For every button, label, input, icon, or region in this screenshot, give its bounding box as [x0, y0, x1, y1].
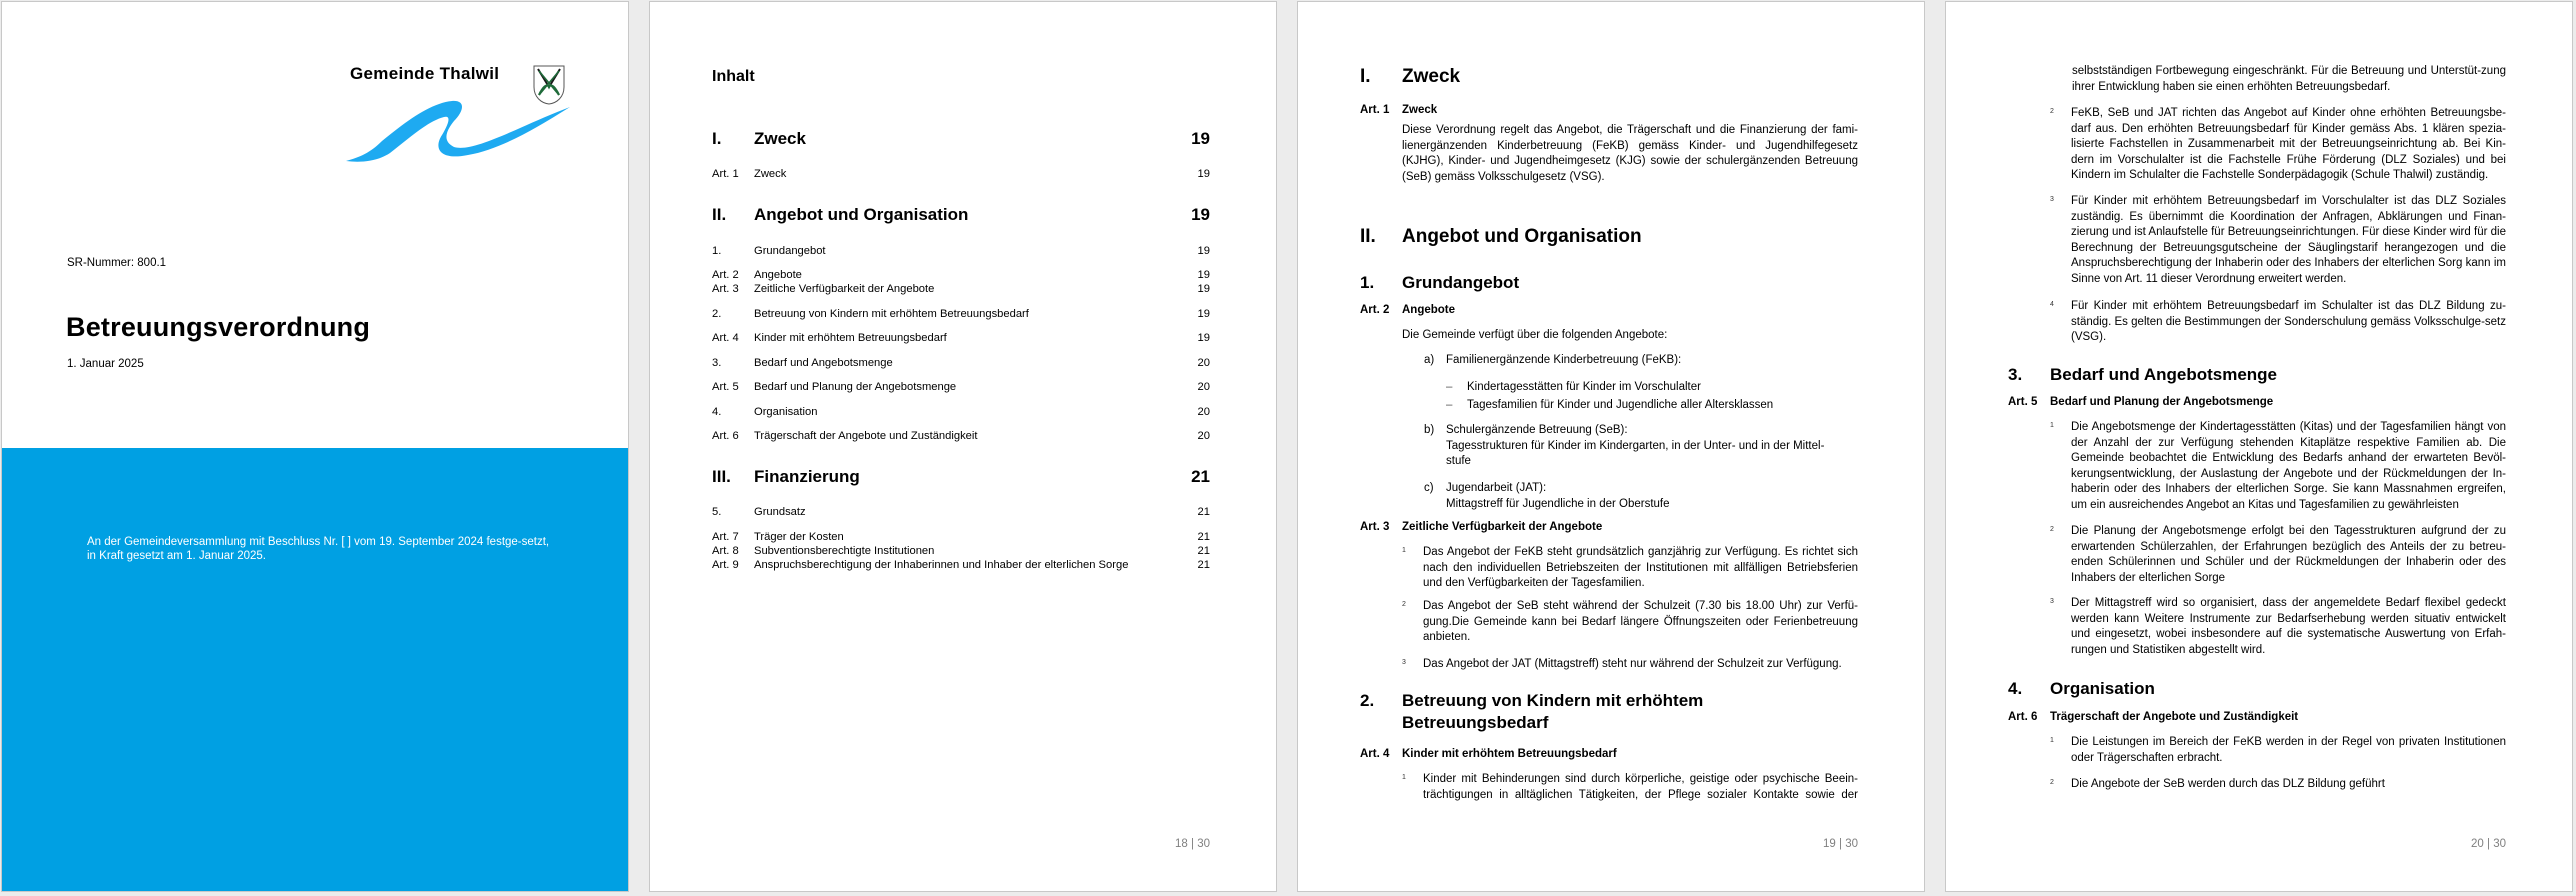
numbered-paragraph [2050, 777, 2506, 793]
toc-entry[interactable] [712, 245, 1210, 257]
toc-entry-number: 2. [712, 308, 722, 320]
paragraph-number: 2 [2050, 779, 2054, 786]
toc-entry-label: Träger der Kosten [754, 531, 844, 543]
subsection-heading [1360, 272, 1858, 294]
toc-entry[interactable] [712, 430, 1210, 442]
toc-entry-label: Anspruchsberechtigung der Inhaberinnen und Inhaber der elterlichen Sorge [754, 559, 1129, 571]
list-marker: a) [1424, 354, 1435, 366]
toc-entry-label: Zweck [754, 168, 787, 180]
toc-entry[interactable] [712, 467, 1210, 487]
document-date: 1. Januar 2025 [67, 358, 144, 370]
toc-entry-page: 19 [1197, 245, 1210, 257]
toc-entry[interactable] [712, 283, 1210, 295]
toc-entry-label: Angebote [754, 269, 802, 281]
toc-entry-label: Bedarf und Angebotsmenge [754, 357, 893, 369]
paragraph-number: 3 [2050, 196, 2054, 203]
toc-entry-page: 21 [1197, 531, 1210, 543]
toc-title: Inhalt [712, 68, 755, 85]
paragraph-text: Für Kinder mit erhöhtem Betreuungsbedarf im Schulalter ist das DLZ Bildung zu-ständig. Es gelten die Bestimmungen der Sonderschulung gemäss Volksschulge-setz (VSG). [2071, 300, 2506, 343]
page-number: 20 | 30 [2471, 838, 2506, 850]
paragraph-text: Kinder mit Behinderungen sind durch körperliche, geistige oder psychische Beein-trächtigungen in alltäglichen Tätigkeiten, der Pflege sozialer Kontakte sowie der [1423, 773, 1858, 801]
toc-entry-label: Grundangebot [754, 245, 826, 257]
numbered-paragraph [2050, 420, 2506, 513]
toc-page [649, 1, 1277, 892]
paragraph-text: Für Kinder mit erhöhtem Betreuungsbedarf im Vorschulalter ist das DLZ Soziales zuständig. Es übernimmt die Koordination der Anfragen, Abklärungen und Finan-zierung und ist Anlaufstelle für Betreuungseinrichtungen. Für diese Kinder wird für die Berechnung der Betreuungsgutscheine der Säuglingstarif herangezogen und die Anspruchsberechtigung der Inhaberin oder des Inhabers der elterlichen Sorg kann im Sinne von Art. 11 dieser Verordnung erweitert werden. [2071, 195, 2506, 285]
article-heading [1360, 104, 1858, 116]
toc-entry-page: 19 [1197, 332, 1210, 344]
numbered-paragraph [1402, 657, 1858, 673]
paragraph-number: 1 [1402, 774, 1406, 781]
toc-entry-page: 20 [1197, 406, 1210, 418]
toc-entry-label: Subventionsberechtigte Institutionen [754, 545, 935, 557]
subsection-heading [1360, 690, 1858, 734]
section-number: II. [1360, 226, 1376, 247]
toc-entry-number: 1. [712, 245, 722, 257]
toc-entry-label: Angebot und Organisation [754, 205, 969, 224]
toc-entry-page: 19 [1191, 205, 1210, 224]
paragraph-text: Die Planung der Angebotsmenge erfolgt bei den Tagesstrukturen aufgrund der zu erwartenden Schülerzahlen, der Erfahrungen bezüglich des Anteils der zu betreu-enden Schülerinnen und Schüler und der Rückmeldungen der Inhaberin oder des Inhabers der elterlichen Sorge [2071, 525, 2506, 584]
toc-entry-number: 5. [712, 506, 722, 518]
toc-entry[interactable] [712, 269, 1210, 281]
toc-entry[interactable] [712, 406, 1210, 418]
article-intro: Die Gemeinde verfügt über die folgenden Angebote: [1402, 329, 1668, 341]
article-heading [2008, 711, 2506, 723]
article-title: Zeitliche Verfügbarkeit der Angebote [1402, 521, 1603, 533]
paragraph-number: 2 [1402, 601, 1406, 608]
section-title: Zweck [1402, 66, 1461, 87]
subsection-title: Bedarf und Angebotsmenge [2050, 365, 2277, 384]
list-item-a [1424, 353, 1858, 369]
list-marker: b) [1424, 424, 1435, 436]
paragraph-number: 2 [2050, 108, 2054, 115]
subsection-number: 4. [2008, 679, 2023, 698]
numbered-paragraph [2050, 299, 2506, 346]
toc-entry-label: Bedarf und Planung der Angebotsmenge [754, 381, 957, 393]
toc-entry-number: Art. 4 [712, 332, 739, 344]
paragraph-text: Die Angebotsmenge der Kindertagesstätten (Kitas) und der Tagesfamilien hängt von der Anzahl der zur Verfügung stehenden Kitaplätze respektive Familien ab. Die Gemeinde beobachtet die Entwicklung des Bedarfs anhand der erwarteten Bevöl-kerungsentwicklung, der Auslastung der Angebote und der Rückmeldungen der In-haberin oder des Inhabers der elterlichen Sorge. Sie kann Massnahmen ergreifen, um ein ausreichendes Angebot an Kitas und Tagesfamilien zu gewährleisten [2071, 421, 2506, 511]
dash-marker: – [1446, 399, 1453, 411]
numbered-paragraph [1402, 772, 1858, 803]
toc-entry[interactable] [712, 308, 1210, 320]
dash-item [1446, 380, 1858, 396]
subsection-number: 2. [1360, 691, 1375, 710]
cover-color-band [2, 448, 628, 892]
toc-entry-number: 4. [712, 406, 722, 418]
numbered-paragraph [1402, 599, 1858, 646]
toc-entry-number: Art. 9 [712, 559, 739, 571]
toc-entry[interactable] [712, 357, 1210, 369]
paragraph-text: Das Angebot der JAT (Mittagstreff) steht nur während der Schulzeit zur Verfügung. [1423, 658, 1842, 670]
numbered-paragraph [2050, 194, 2506, 287]
toc-entry-page: 19 [1197, 283, 1210, 295]
toc-entry-number: 3. [712, 357, 722, 369]
toc-entry-number: Art. 6 [712, 430, 739, 442]
toc-entry[interactable] [712, 129, 1210, 149]
page-number: 18 | 30 [1175, 838, 1210, 850]
toc-entry-page: 19 [1197, 269, 1210, 281]
paragraph-number: 4 [2050, 301, 2054, 308]
toc-entry[interactable] [712, 506, 1210, 518]
subsection-title: Betreuung von Kindern mit erhöhtem [1402, 691, 1704, 710]
toc-entry-page: 20 [1197, 357, 1210, 369]
toc-entry-number: III. [712, 467, 731, 486]
toc-entry-number: Art. 3 [712, 283, 739, 295]
page-number: 19 | 30 [1823, 838, 1858, 850]
toc-entry-label: Zeitliche Verfügbarkeit der Angebote [754, 283, 935, 295]
list-text: Familienergänzende Kinderbetreuung (FeKB): [1446, 354, 1682, 366]
subsection-heading [2008, 364, 2506, 386]
sr-number: SR-Nummer: 800.1 [67, 257, 167, 269]
article-number: Art. 6 [2008, 711, 2038, 723]
numbered-paragraph [2050, 596, 2506, 658]
paragraph-number: 1 [1402, 547, 1406, 554]
toc-entry[interactable] [712, 168, 1210, 180]
section-heading [1360, 226, 1858, 248]
section-number: I. [1360, 66, 1371, 87]
article-title: Zweck [1402, 104, 1438, 116]
toc-entry-number: Art. 7 [712, 531, 739, 543]
dash-text: Kindertagesstätten für Kinder im Vorschulalter [1467, 381, 1701, 393]
section-heading [1360, 66, 1858, 88]
toc-entry-number: Art. 8 [712, 545, 739, 557]
toc-entry-label: Finanzierung [754, 467, 860, 486]
content-page-20 [1945, 1, 2573, 892]
article-heading [1360, 304, 1858, 316]
subsection-heading [2008, 678, 2506, 700]
toc-entry-page: 21 [1191, 467, 1210, 486]
article-number: Art. 2 [1360, 304, 1390, 316]
article-title: Trägerschaft der Angebote und Zuständigkeit [2050, 711, 2299, 723]
paragraph-number: 3 [1402, 659, 1406, 666]
list-detail: Mittagstreff für Jugendliche in der Oberstufe [1446, 497, 1670, 510]
toc-entry-number: Art. 5 [712, 381, 739, 393]
subsection-title: Betreuungsbedarf [1402, 713, 1549, 732]
paragraph-text: Das Angebot der SeB steht während der Schulzeit (7.30 bis 18.00 Uhr) zur Verfü-gung.Die Gemeinde kann bei Bedarf längere Öffnungszeiten oder Ferienbetreuung anbieten. [1423, 600, 1858, 643]
toc-entry[interactable] [712, 559, 1210, 571]
article-number: Art. 3 [1360, 521, 1390, 533]
article-title: Kinder mit erhöhtem Betreuungsbedarf [1402, 748, 1617, 760]
dash-item [1446, 398, 1858, 414]
paragraph-text: Das Angebot der FeKB steht grundsätzlich ganzjährig zur Verfügung. Es richtet sich nach den individuellen Betriebszeiten der Institutionen mit allfälligen Betriebsferien und den Verfügbarkeiten der Tagesfamilien. [1423, 546, 1858, 589]
toc-entry-number: II. [712, 205, 727, 224]
article-number: Art. 1 [1360, 104, 1390, 116]
paragraph-text: Die Leistungen im Bereich der FeKB werden in der Regel von privaten Institutionen oder Trägerschaften erbracht. [2071, 736, 2506, 764]
paragraph-text: Die Angebote der SeB werden durch das DLZ Bildung geführt [2071, 778, 2385, 790]
toc-entry-page: 21 [1197, 506, 1210, 518]
article-heading [1360, 748, 1858, 760]
toc-entry-page: 20 [1197, 381, 1210, 393]
toc-entry-page: 19 [1197, 168, 1210, 180]
toc-entry[interactable] [712, 381, 1210, 393]
toc-entry-label: Grundsatz [754, 506, 806, 518]
list-text: Jugendarbeit (JAT): [1446, 482, 1547, 494]
toc-entry-label: Trägerschaft der Angebote und Zuständigkeit [754, 430, 978, 442]
subsection-title: Grundangebot [1402, 273, 1520, 292]
numbered-paragraph [1402, 545, 1858, 592]
toc-entry[interactable] [712, 332, 1210, 344]
toc-entry-page: 19 [1191, 129, 1210, 148]
toc-entry-label: Betreuung von Kindern mit erhöhtem Betreuungsbedarf [754, 308, 1029, 320]
toc-entry[interactable] [712, 545, 1210, 557]
dash-marker: – [1446, 381, 1453, 393]
adoption-note: An der Gemeindeversammlung mit Beschluss Nr. [ ] vom 19. September 2024 festge-setzt, in Kraft gesetzt am 1. Januar 2025. [87, 536, 550, 562]
toc-entry-page: 20 [1197, 430, 1210, 442]
cover-page [1, 1, 629, 892]
article-heading [1360, 521, 1858, 533]
toc-entry-label: Zweck [754, 129, 806, 148]
article-title: Bedarf und Planung der Angebotsmenge [2050, 396, 2274, 408]
subsection-title: Organisation [2050, 679, 2155, 698]
toc-entry[interactable] [712, 205, 1210, 225]
list-item-b [1424, 423, 1844, 470]
section-title: Angebot und Organisation [1402, 226, 1642, 247]
article-text: Diese Verordnung regelt das Angebot, die Trägerschaft und die Finanzierung der fami-lienergänzenden Kinderbetreuung (FeKB) gemäss Kinder- und Jugendhilfegesetz (KJHG), Kinder- und Jugendheimgesetz (KJG) sowie der schulergänzenden Betreuung (SeB) gemäss Volksschulgesetz (VSG). [1402, 124, 1858, 183]
toc-entry-page: 21 [1197, 545, 1210, 557]
paragraph-number: 2 [2050, 526, 2054, 533]
paragraph-number: 1 [2050, 737, 2054, 744]
subsection-number: 3. [2008, 365, 2023, 384]
article-number: Art. 5 [2008, 396, 2038, 408]
toc-entry-label: Kinder mit erhöhtem Betreuungsbedarf [754, 332, 947, 344]
content-page-19 [1297, 1, 1925, 892]
toc-entry-page: 19 [1197, 308, 1210, 320]
numbered-paragraph [2050, 524, 2506, 586]
subsection-number: 1. [1360, 273, 1375, 292]
toc-entry[interactable] [712, 531, 1210, 543]
paragraph-number: 1 [2050, 422, 2054, 429]
list-marker: c) [1424, 482, 1434, 494]
numbered-paragraph [2050, 735, 2506, 766]
list-item-c [1424, 481, 1844, 512]
toc-entry-page: 21 [1197, 559, 1210, 571]
article-number: Art. 4 [1360, 748, 1390, 760]
numbered-paragraph [2050, 106, 2506, 184]
list-detail: Tagesstrukturen für Kinder im Kindergarten, in der Unter- und in der Mittel-stufe [1446, 439, 1825, 467]
article-title: Angebote [1402, 304, 1456, 316]
toc-entry-number: Art. 1 [712, 168, 739, 180]
paragraph-number: 3 [2050, 598, 2054, 605]
paragraph-text: Der Mittagstreff wird so organisiert, dass der angemeldete Bedarf flexibel gedeckt werden kann Weitere Instrumente zur Bedarfserhebung werden situativ entwickelt und eingesetzt, wobei insbesondere auf die systematische Auswertung von Erfah-rungen und Statistiken abgestellt wird. [2071, 597, 2506, 656]
list-text: Schulergänzende Betreuung (SeB): [1446, 424, 1628, 436]
article-heading [2008, 396, 2506, 408]
toc-entry-number: I. [712, 129, 722, 148]
brand-name: Gemeinde Thalwil [350, 64, 500, 83]
wave-logo-icon [342, 97, 577, 167]
toc-entry-label: Organisation [754, 406, 818, 418]
toc-entry-number: Art. 2 [712, 269, 739, 281]
dash-text: Tagesfamilien für Kinder und Jugendliche aller Altersklassen [1467, 399, 1774, 411]
document-title: Betreuungsverordnung [66, 312, 371, 342]
paragraph-continuation: selbstständigen Fortbewegung eingeschränkt. Für die Betreuung und Unterstüt-zung ihrer Entwicklung haben sie einen erhöhten Betreuungsbedarf. [2072, 65, 2506, 93]
paragraph-text: FeKB, SeB und JAT richten das Angebot auf Kinder ohne erhöhten Betreuungsbe-darf aus. Den erhöhten Betreuungsbedarf für Kinder gemäss Abs. 1 klären spezia-lisierte Fachstellen in Zusammenarbeit mit der Betreuungseinrichtung ab. Bei Kin-dern im Vorschulalter ist die Fachstelle Frühe Förderung (DLZ Soziales) und bei Kindern im Schulalter die Fachstelle Sonderpädagogik (Schule Thalwil) zuständig. [2071, 107, 2506, 181]
